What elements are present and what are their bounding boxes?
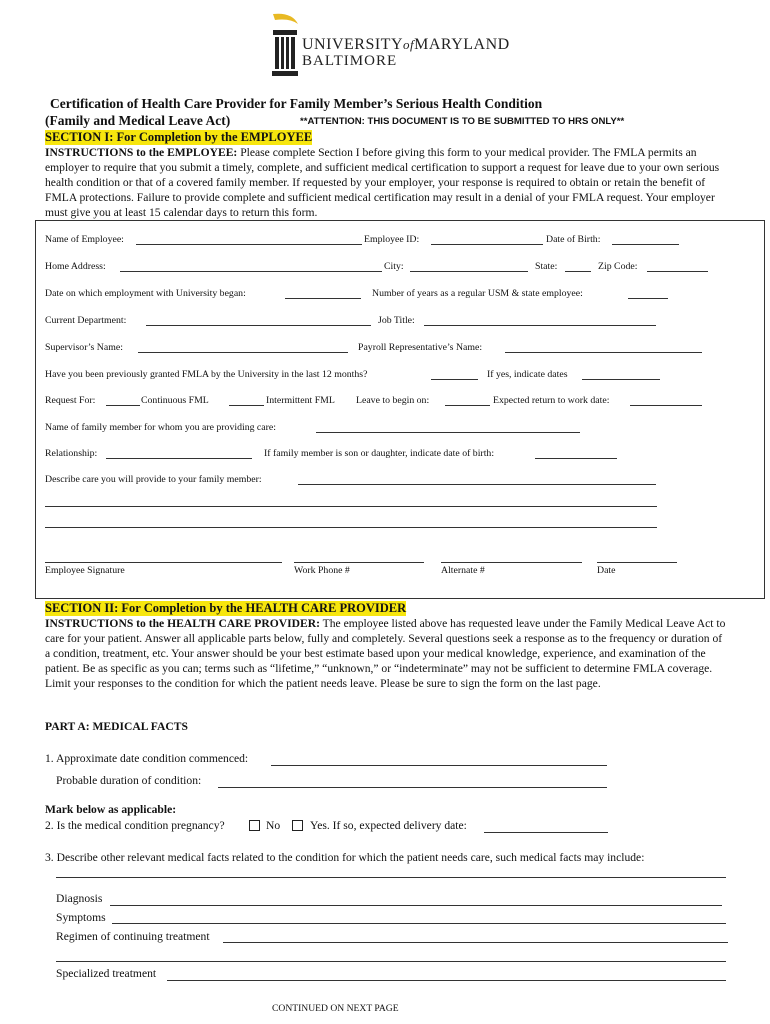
input-date-employment[interactable] (285, 298, 361, 299)
label-yes: Yes. If so, expected delivery date: (310, 819, 467, 832)
input-zip-code[interactable] (647, 271, 708, 272)
label-q3: 3. Describe other relevant medical facts related to the condition for which the patient needs care, such medical facts may include: (45, 851, 645, 864)
logo-university: UNIVERSITY (302, 36, 403, 53)
section2-instructions-label: INSTRUCTIONS to the HEALTH CARE PROVIDER: (45, 617, 320, 630)
label-intermittent-fml: Intermittent FML (266, 395, 335, 406)
label-payroll-rep: Payroll Representative’s Name: (358, 342, 483, 353)
form-subtitle: (Family and Medical Leave Act) (45, 113, 231, 128)
input-city[interactable] (410, 271, 528, 272)
label-supervisor-name: Supervisor’s Name: (45, 342, 123, 353)
label-family-member-name: Name of family member for whom you are providing care: (45, 422, 276, 433)
label-regimen: Regimen of continuing treatment (56, 930, 210, 943)
label-if-yes-dates: If yes, indicate dates (487, 369, 568, 380)
input-home-address[interactable] (120, 271, 382, 272)
footer-continued: CONTINUED ON NEXT PAGE (272, 1003, 399, 1014)
label-leave-begin: Leave to begin on: (356, 395, 430, 406)
input-relationship[interactable] (106, 458, 252, 459)
label-continuous-fml: Continuous FML (141, 395, 209, 406)
label-request-for: Request For: (45, 395, 96, 406)
label-previously-granted: Have you been previously granted FMLA by the University in the last 12 months? (45, 369, 368, 380)
input-alternate[interactable] (441, 562, 582, 563)
input-regimen[interactable] (223, 942, 728, 943)
label-alternate: Alternate # (441, 565, 485, 576)
logo-of: of (403, 37, 415, 52)
label-describe-care: Describe care you will provide to your family member: (45, 474, 262, 485)
section1-heading: SECTION I: For Completion by the EMPLOYEE (45, 130, 313, 144)
label-years-usm: Number of years as a regular USM & state employee: (372, 288, 583, 299)
input-symptoms[interactable] (112, 923, 726, 924)
label-city: City: (384, 261, 404, 272)
umb-logo-mark-icon (270, 12, 300, 78)
input-payroll-rep[interactable] (505, 352, 702, 353)
label-current-department: Current Department: (45, 315, 127, 326)
label-no: No (266, 819, 281, 832)
input-job-title[interactable] (424, 325, 656, 326)
label-expected-return: Expected return to work date: (493, 395, 610, 406)
form-title: Certification of Health Care Provider for Family Member’s Serious Health Condition (50, 96, 543, 111)
label-probable-duration: Probable duration of condition: (56, 774, 202, 787)
input-q1[interactable] (271, 765, 607, 766)
label-employee-signature: Employee Signature (45, 565, 125, 576)
label-home-address: Home Address: (45, 261, 106, 272)
input-describe-care-2[interactable] (45, 506, 657, 507)
label-q1: 1. Approximate date condition commenced: (45, 752, 249, 765)
input-diagnosis[interactable] (110, 905, 722, 906)
input-employee-signature[interactable] (45, 562, 282, 563)
logo-baltimore: BALTIMORE (302, 53, 398, 69)
label-employee-id: Employee ID: (364, 234, 420, 245)
input-name-of-employee[interactable] (136, 244, 362, 245)
input-continuous-fml[interactable] (106, 405, 140, 406)
part-a-heading: PART A: MEDICAL FACTS (45, 720, 188, 733)
label-date-employment: Date on which employment with University began: (45, 288, 246, 299)
checkbox-yes[interactable] (292, 820, 303, 831)
section1-instructions (45, 145, 735, 220)
label-specialized: Specialized treatment (56, 967, 157, 980)
checkbox-no[interactable] (249, 820, 260, 831)
input-date[interactable] (597, 562, 677, 563)
label-date-of-birth: Date of Birth: (546, 234, 601, 245)
label-q2: 2. Is the medical condition pregnancy? (45, 819, 225, 832)
input-describe-care-3[interactable] (45, 527, 657, 528)
input-delivery-date[interactable] (484, 832, 608, 833)
label-zip-code: Zip Code: (598, 261, 638, 272)
attention-notice: **ATTENTION: THIS DOCUMENT IS TO BE SUBMITTED TO HRS ONLY** (300, 116, 625, 127)
input-current-department[interactable] (146, 325, 371, 326)
input-date-of-birth[interactable] (612, 244, 679, 245)
logo-maryland: MARYLAND (414, 36, 510, 53)
input-intermittent-fml[interactable] (229, 405, 264, 406)
label-diagnosis: Diagnosis (56, 892, 103, 905)
section2-heading: SECTION II: For Completion by the HEALTH CARE PROVIDER (45, 601, 407, 615)
input-probable-duration[interactable] (218, 787, 607, 788)
label-son-daughter-dob: If family member is son or daughter, indicate date of birth: (264, 448, 495, 459)
label-name-of-employee: Name of Employee: (45, 234, 124, 245)
section1-instructions-text: Please complete Section I before giving this form to your medical provider. The FMLA permits an employer to require that you submit a timely, complete, and sufficient medical certification to support a request for leave due to your own serious health condition or that of a covered family member. If requested by your employer, your response is required to obtain or retain the benefit of FMLA protections. Failure to provide complete and sufficient medical certification may result in a denial of your FMLA request. Your employer must give you at least 15 calendar days to return this form. (45, 146, 720, 219)
input-regimen-2[interactable] (56, 961, 726, 962)
input-if-yes-dates[interactable] (582, 379, 660, 380)
section2-instructions-text: The employee listed above has requested leave under the Family Medical Leave Act to care for your patient. Answer all applicable parts below, fully and completely. Several questions seek a response as to the frequency or duration of a condition, treatment, etc. Your answer should be your best estimate based upon your medical knowledge, experience, and examination of the patient. Be as specific as you can; terms such as “lifetime,” “unknown,” or “indeterminate” may not be sufficient to determine FMLA coverage. Limit your responses to the condition for which the patient needs leave. Please be sure to sign the form on the last page. (45, 617, 726, 690)
label-date: Date (597, 565, 616, 576)
input-previously-granted[interactable] (431, 379, 478, 380)
input-q3-line[interactable] (56, 877, 726, 878)
input-leave-begin[interactable] (445, 405, 490, 406)
input-family-member-name[interactable] (316, 432, 580, 433)
input-supervisor-name[interactable] (138, 352, 348, 353)
employee-info-box (35, 220, 765, 599)
input-years-usm[interactable] (628, 298, 668, 299)
input-son-daughter-dob[interactable] (535, 458, 617, 459)
section1-instructions-label: INSTRUCTIONS to the EMPLOYEE: (45, 146, 238, 159)
input-expected-return[interactable] (630, 405, 702, 406)
input-state[interactable] (565, 271, 591, 272)
label-job-title: Job Title: (378, 315, 415, 326)
input-employee-id[interactable] (431, 244, 543, 245)
section2-instructions (45, 616, 730, 691)
input-work-phone[interactable] (294, 562, 424, 563)
input-specialized[interactable] (167, 980, 726, 981)
umb-logo (270, 12, 520, 80)
label-work-phone: Work Phone # (294, 565, 350, 576)
mark-below-label: Mark below as applicable: (45, 803, 177, 816)
label-relationship: Relationship: (45, 448, 98, 459)
label-state: State: (535, 261, 558, 272)
label-symptoms: Symptoms (56, 911, 106, 924)
input-describe-care-1[interactable] (298, 484, 656, 485)
